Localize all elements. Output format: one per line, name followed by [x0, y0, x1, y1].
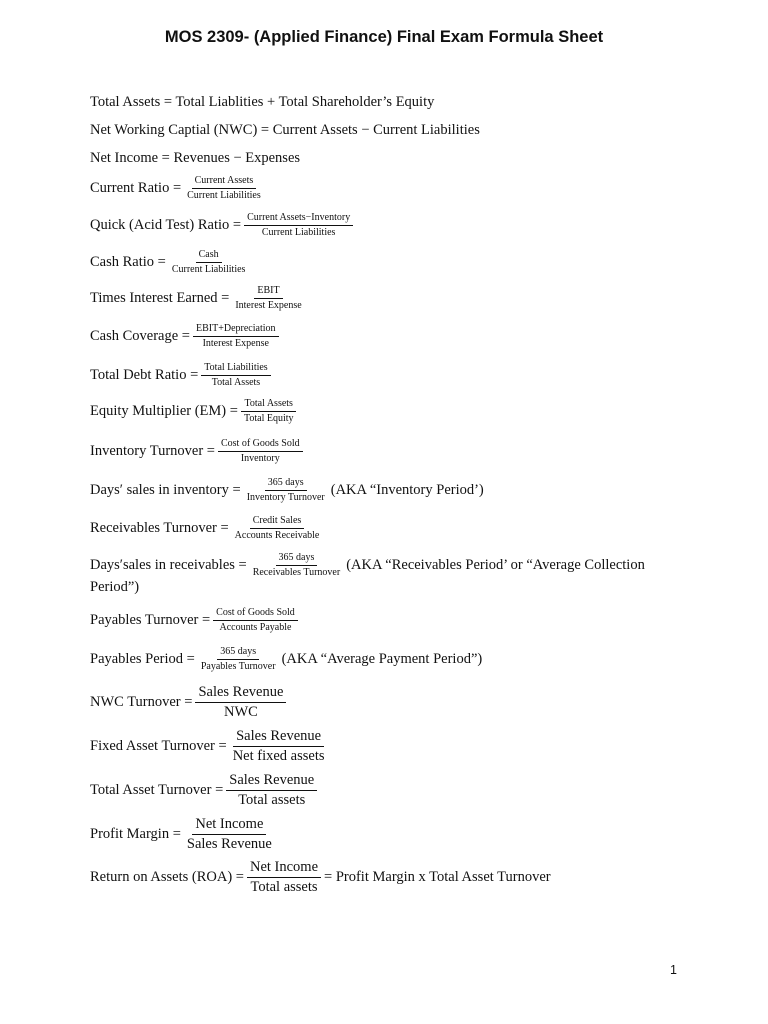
formula-label: Days′sales in receivables =	[90, 557, 247, 574]
denominator: Inventory Turnover	[246, 492, 325, 503]
fixed-asset-turnover-formula	[90, 729, 331, 763]
days-sales-in-inventory-formula	[90, 478, 484, 503]
denominator: Sales Revenue	[186, 835, 272, 852]
formula-note: (AKA “Inventory Period’)	[330, 482, 484, 499]
fraction	[241, 399, 297, 424]
formula-label: Fixed Asset Turnover =	[90, 737, 227, 754]
fraction	[218, 439, 303, 464]
inventory-turnover-formula	[90, 439, 306, 464]
fraction	[232, 286, 304, 311]
times-interest-earned-formula	[90, 286, 308, 311]
fraction	[201, 363, 270, 388]
formula-label: Equity Multiplier (EM) =	[90, 403, 238, 420]
cash-ratio-formula	[90, 250, 251, 275]
fraction	[247, 860, 321, 894]
numerator: Current Assets−Inventory	[244, 213, 353, 226]
fraction	[244, 213, 353, 238]
formula-label: Total Debt Ratio =	[90, 367, 199, 384]
formula-label: Profit Margin =	[90, 825, 181, 842]
cash-coverage-formula	[90, 324, 282, 349]
fraction	[184, 817, 275, 851]
denominator: Net fixed assets	[232, 747, 325, 764]
denominator: Interest Expense	[202, 338, 269, 349]
formula-label: Receivables Turnover =	[90, 520, 229, 537]
days-sales-in-receivables-formula	[90, 553, 645, 578]
formula-label: Days′ sales in inventory =	[90, 482, 241, 499]
total-debt-ratio-formula	[90, 363, 274, 388]
fraction	[184, 176, 264, 201]
payables-turnover-formula	[90, 608, 301, 633]
formula-label: Times Interest Earned =	[90, 290, 230, 307]
denominator: NWC	[224, 703, 258, 720]
numerator: Sales Revenue	[226, 773, 317, 791]
profit-margin-formula	[90, 817, 278, 851]
denominator: Inventory	[240, 453, 280, 464]
numerator: Total Assets	[241, 399, 295, 412]
numerator: 365 days	[276, 553, 318, 566]
numerator: 365 days	[265, 478, 307, 491]
denominator: Total Assets	[211, 377, 261, 388]
fraction	[169, 250, 249, 275]
equity-multiplier-formula	[90, 399, 300, 424]
page-title: MOS 2309- (Applied Finance) Final Exam Formula Sheet	[164, 28, 604, 46]
formula-label: Cash Ratio =	[90, 254, 166, 271]
formula-label: Total Asset Turnover =	[90, 781, 224, 798]
denominator: Total assets	[238, 791, 306, 808]
denominator: Interest Expense	[235, 300, 302, 311]
formula-label: Inventory Turnover =	[90, 443, 215, 460]
formula-note: (AKA “Receivables Period’ or “Average Collection	[346, 557, 645, 574]
formula-label: Quick (Acid Test) Ratio =	[90, 217, 242, 234]
denominator: Accounts Payable	[219, 622, 292, 633]
total-asset-turnover-formula	[90, 773, 320, 807]
numerator: EBIT	[254, 286, 282, 299]
numerator: Total Liabilities	[201, 363, 270, 376]
denominator: Receivables Turnover	[252, 567, 341, 578]
numerator: Cost of Goods Sold	[218, 439, 303, 452]
page-number: 1	[670, 963, 677, 977]
receivables-turnover-formula	[90, 516, 325, 541]
fraction	[232, 516, 323, 541]
numerator: Sales Revenue	[233, 729, 324, 747]
numerator: Net Income	[192, 817, 266, 835]
formula-label: Payables Turnover =	[90, 612, 211, 629]
denominator: Current Liabilities	[171, 264, 246, 275]
denominator: Accounts Receivable	[234, 530, 320, 541]
numerator: Current Assets	[192, 176, 257, 189]
denominator: Current Liabilities	[187, 190, 261, 201]
fraction	[195, 685, 286, 719]
denominator: Total Equity	[243, 413, 294, 424]
nwc-turnover-formula	[90, 685, 289, 719]
fraction	[230, 729, 328, 763]
formula-label: Payables Period =	[90, 651, 195, 668]
payables-period-formula	[90, 647, 482, 672]
numerator: Credit Sales	[250, 516, 305, 529]
formula-text: Net Income = Revenues − Expenses	[90, 150, 301, 166]
formula-label: NWC Turnover =	[90, 693, 193, 710]
numerator: Sales Revenue	[195, 685, 286, 703]
fraction	[250, 553, 344, 578]
formula-text: Total Assets = Total Liablities + Total Shareholder’s Equity	[90, 94, 435, 110]
numerator: 365 days	[217, 647, 259, 660]
formula-label: Current Ratio =	[90, 180, 182, 197]
numerator: Cash	[196, 250, 222, 263]
fraction	[244, 478, 328, 503]
fraction	[193, 324, 279, 349]
formula-label: Return on Assets (ROA) =	[90, 868, 244, 885]
numerator: Cost of Goods Sold	[213, 608, 298, 621]
denominator: Current Liabilities	[261, 227, 336, 238]
formula-text: Net Working Captial (NWC) = Current Assets − Current Liabilities	[90, 122, 480, 138]
quick-ratio-formula	[90, 213, 356, 238]
net-working-capital-formula	[90, 123, 480, 138]
current-ratio-formula	[90, 176, 267, 201]
net-income-formula	[90, 151, 300, 166]
formula-note: (AKA “Average Payment Period”)	[281, 651, 483, 668]
fraction	[213, 608, 298, 633]
formula-label: Cash Coverage =	[90, 328, 190, 345]
numerator: Net Income	[247, 860, 321, 878]
denominator: Payables Turnover	[200, 661, 276, 672]
return-on-assets-formula	[90, 860, 551, 894]
fraction	[198, 647, 279, 672]
formula-note-continuation: Period”)	[90, 579, 140, 595]
numerator: EBIT+Depreciation	[193, 324, 279, 337]
formula-note: = Profit Margin x Total Asset Turnover	[324, 868, 551, 885]
fraction	[226, 773, 317, 807]
denominator: Total assets	[250, 878, 318, 895]
total-assets-formula	[90, 95, 434, 110]
